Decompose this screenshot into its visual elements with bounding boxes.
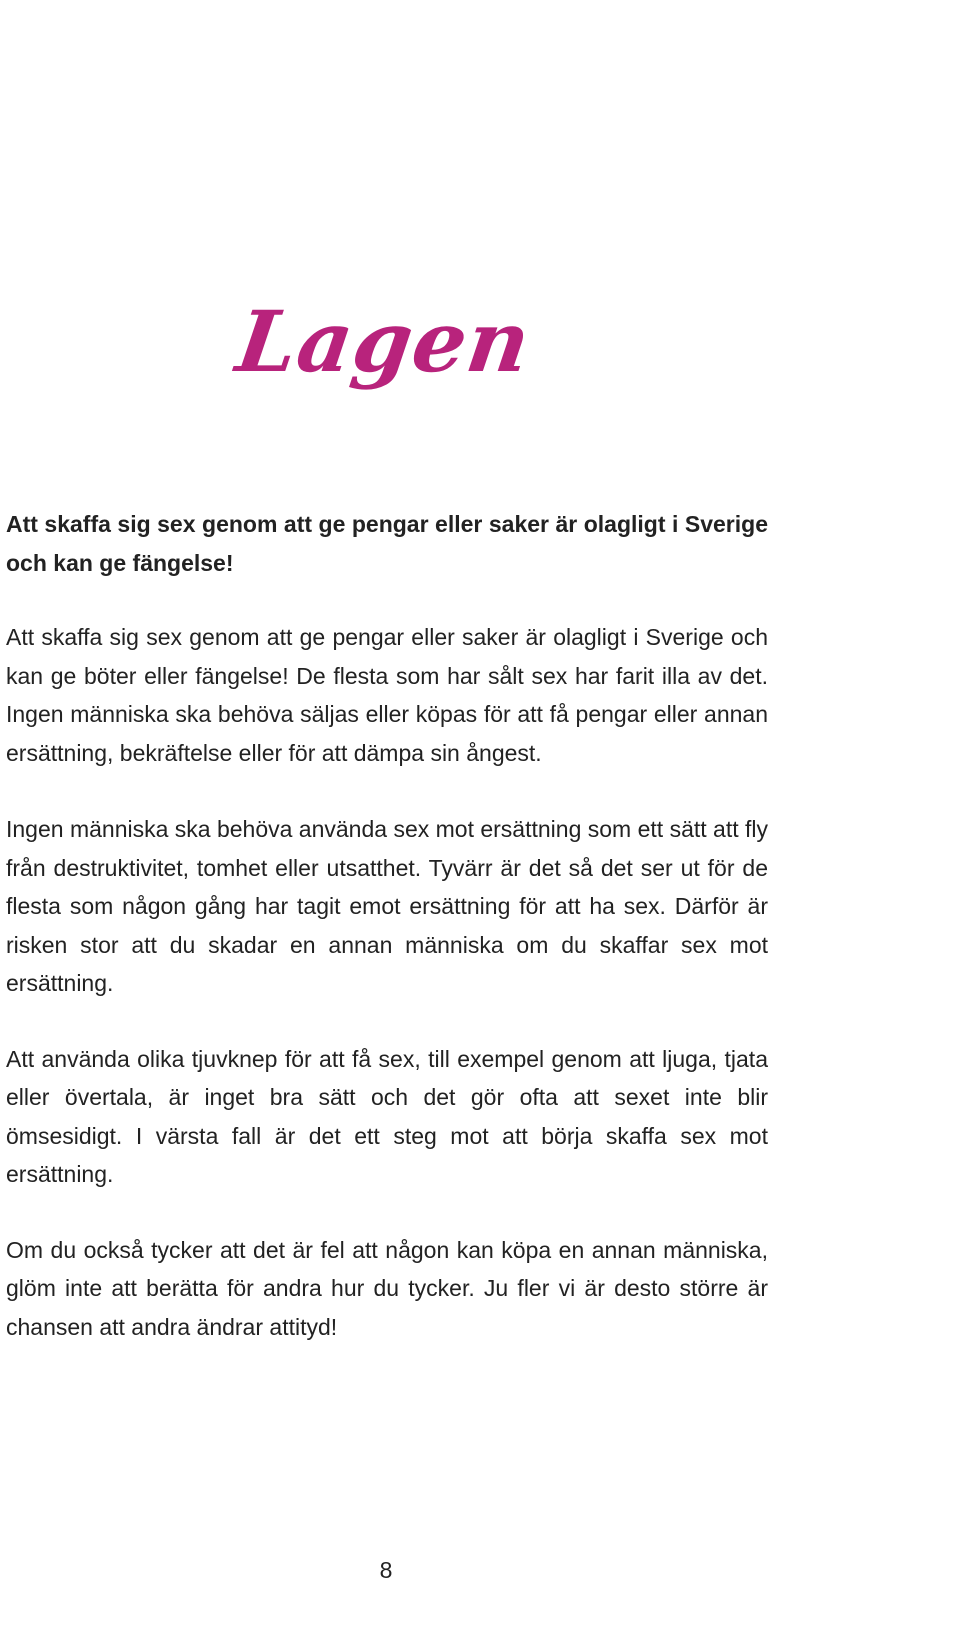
- page-title: Lagen: [231, 292, 537, 391]
- body-text: [6, 505, 768, 1346]
- page-number: 8: [379, 1557, 393, 1583]
- paragraph: Att använda olika tjuvknep för att få sex, till exempel genom att ljuga, tjata eller övertala, är inget bra sätt och det gör ofta att sexet inte blir ömsesidigt. I värsta fall är det ett steg mot att börja skaffa sex mot ersättning.: [6, 1045, 768, 1187]
- paragraph: Om du också tycker att det är fel att någon kan köpa en annan människa, glöm inte att berätta för andra hur du tycker. Ju fler vi är desto större är chansen att andra ändrar attityd!: [6, 1236, 768, 1340]
- paragraph: Ingen människa ska behöva använda sex mot ersättning som ett sätt att fly från destruktivitet, tomhet eller utsatthet. Tyvärr är det så det ser ut för de flesta som någon gång har tagit emot ersättning för att ha sex. Därför är risken stor att du skadar en annan människa om du skaffar sex mot ersättning.: [6, 816, 768, 996]
- lead-paragraph: Att skaffa sig sex genom att ge pengar eller saker är olagligt i Sverige och kan ge fängelse!: [6, 511, 768, 576]
- paragraph: Att skaffa sig sex genom att ge pengar eller saker är olagligt i Sverige och kan ge böter eller fängelse! De flesta som har sålt sex har farit illa av det. Ingen människa ska behöva säljas eller köpas för att få pengar eller annan ersättning, bekräftelse eller för att dämpa sin ångest.: [6, 624, 768, 766]
